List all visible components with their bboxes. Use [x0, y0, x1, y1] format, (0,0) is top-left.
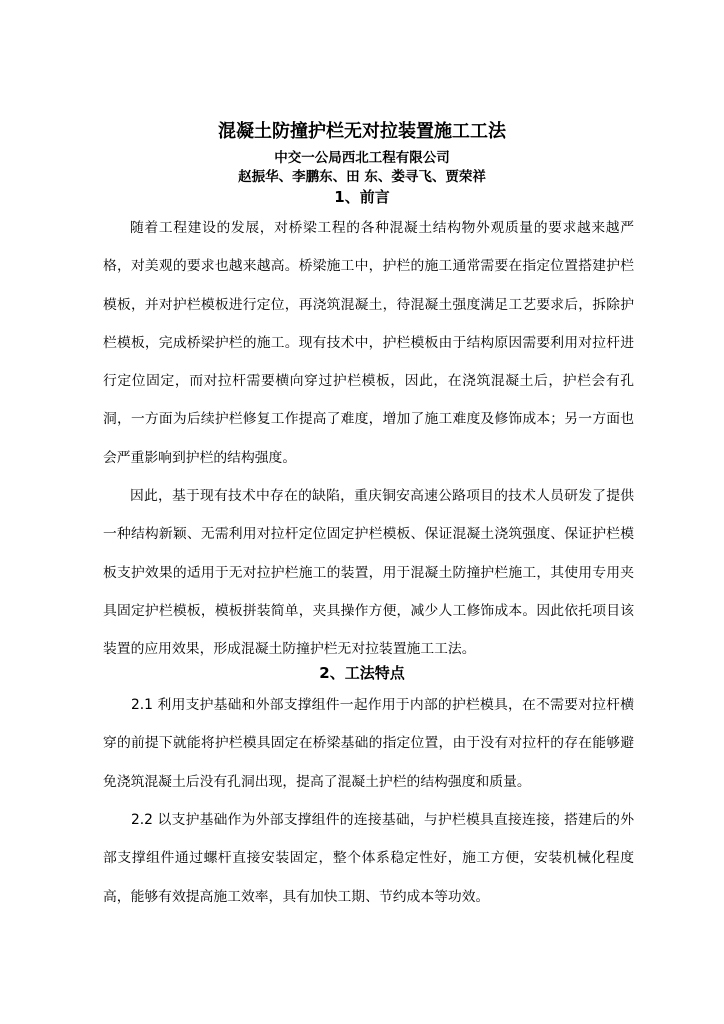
section-heading-preface: 1、前言	[334, 188, 390, 206]
section-heading-features: 2、工法特点	[319, 664, 405, 682]
company-name: 中交一公局西北工程有限公司	[274, 150, 450, 166]
paragraph-preface-1: 随着工程建设的发展，对桥梁工程的各种混凝土结构物外观质量的要求越来越严格，对美观的要求也越来越高。桥梁施工中，护栏的施工通常需要在指定位置搭建护栏模板，并对护栏模板进行定位，再浇筑混凝土，待混凝土强度满足工艺要求后，拆除护栏模板，完成桥梁护栏的施工。现有技术中，护栏模板由于结构原因需要利用对拉杆进行定位固定，而对拉杆需要横向穿过护栏模板，因此，在浇筑混凝土后，护栏会有孔洞，一方面为后续护栏修复工作提高了难度，增加了施工难度及修饰成本；另一方面也会严重影响到护栏的结构强度。	[103, 220, 634, 466]
author-list: 赵振华、李鹏东、田 东、娄寻飞、贾荣祥	[238, 169, 486, 185]
document-title: 混凝土防撞护栏无对拉装置施工工法	[218, 121, 506, 142]
paragraph-preface-2: 因此，基于现有技术中存在的缺陷，重庆铜安高速公路项目的技术人员研发了提供一种结构新颖、无需利用对拉杆定位固定护栏模板、保证混凝土浇筑强度、保证护栏模板支护效果的适用于无对拉护栏施工的装置，用于混凝土防撞护栏施工，其使用专用夹具固定护栏模板，模板拼装简单，夹具操作方便，减少人工修饰成本。因此依托项目该装置的应用效果，形成混凝土防撞护栏无对拉装置施工工法。	[103, 488, 634, 658]
paragraph-feature-2-1: 2.1 利用支护基础和外部支撑组件一起作用于内部的护栏模具，在不需要对拉杆横穿的前提下就能将护栏模具固定在桥梁基础的指定位置，由于没有对拉杆的存在能够避免浇筑混凝土后没有孔洞出现，提高了混凝土护栏的结构强度和质量。	[103, 697, 634, 790]
paragraph-feature-2-2: 2.2 以支护基础作为外部支撑组件的连接基础，与护栏模具直接连接，搭建后的外部支撑组件通过螺杆直接安装固定，整个体系稳定性好，施工方便，安装机械化程度高，能够有效提高施工效率，具有加快工期、节约成本等功效。	[103, 812, 634, 905]
